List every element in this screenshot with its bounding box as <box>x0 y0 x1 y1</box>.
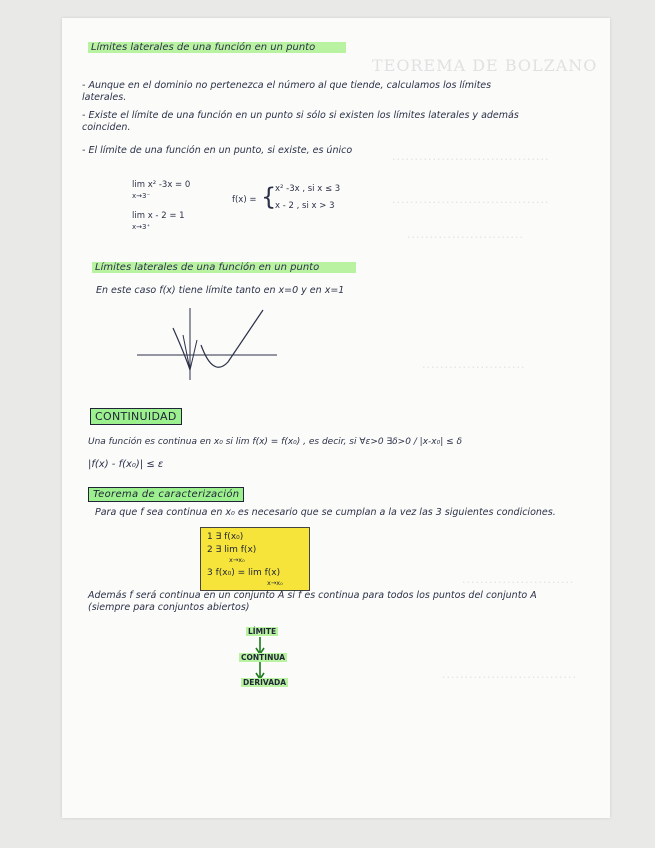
example-function-brace: { <box>261 183 277 211</box>
bullet-unico: - El límite de una función en un punto, si existe, es único <box>82 145 353 156</box>
bleed-through-text: ................................... <box>392 193 550 206</box>
bleed-through-text: .......................... <box>407 228 524 241</box>
example-limit-left: lim x² -3x = 0 x→3⁻ <box>132 180 191 200</box>
teorema-text: Para que f sea continua en x₀ es necesario que se cumplan a la vez las 3 siguientes condiciones. <box>95 507 556 518</box>
bullet-aunque: - Aunque en el dominio no pertenezca el número al que tiende, calculamos los límites laterales. <box>82 80 492 103</box>
flow-continua: CONTINUA <box>241 653 286 662</box>
graph-description: En este caso f(x) tiene límite tanto en x=0 y en x=1 <box>96 285 345 296</box>
condition-3: 3 f(x₀) = lim f(x) <box>207 568 281 578</box>
condition-3-sub: x→x₀ <box>267 579 283 587</box>
example-function-label: f(x) = <box>232 195 257 205</box>
condition-2: 2 ∃ lim f(x) <box>207 545 257 555</box>
heading-limites-laterales: Límites laterales de una función en un punto <box>88 42 346 53</box>
ademas-text: Además f será continua en un conjunto A si f es continua para todos los puntos del conjunto A (siempre para conjuntos abiertos) <box>88 590 537 613</box>
continuidad-definition-2: |f(x) - f(x₀)| ≤ ε <box>88 459 164 470</box>
flow-derivada: DERIVADA <box>243 678 287 687</box>
condition-1: 1 ∃ f(x₀) <box>207 532 244 542</box>
bleed-through-text: .............................. <box>442 668 577 681</box>
teorema-title: Teorema de caracterización <box>88 487 244 502</box>
example-limit-right: lim x - 2 = 1 x→3⁺ <box>132 211 185 231</box>
bleed-through-text: ................................... <box>392 150 550 163</box>
continuidad-title: CONTINUIDAD <box>90 408 182 425</box>
example-function-case-2: x - 2 , si x > 3 <box>275 201 335 211</box>
bleed-through-text: TEOREMA DE BOLZANO <box>372 56 598 75</box>
bleed-through-text: ....................... <box>422 358 526 371</box>
continuidad-definition: Una función es continua en x₀ si lim f(x) = f(x₀) , es decir, si ∀ε>0 ∃δ>0 / |x-x₀| ≤ δ <box>88 437 463 447</box>
bleed-through-text: ......................... <box>462 573 575 586</box>
condition-2-sub: x→x₀ <box>229 556 245 564</box>
conditions-box <box>200 527 310 591</box>
function-graph-sketch <box>135 300 285 385</box>
bullet-existe: - Existe el límite de una función en un punto si sólo si existen los límites laterales y además coinciden. <box>82 110 519 133</box>
heading-limites-laterales-2: Límites laterales de una función en un punto <box>92 262 356 273</box>
example-function-case-1: x² -3x , si x ≤ 3 <box>275 184 341 194</box>
flow-limite: LÍMITE <box>248 627 277 636</box>
